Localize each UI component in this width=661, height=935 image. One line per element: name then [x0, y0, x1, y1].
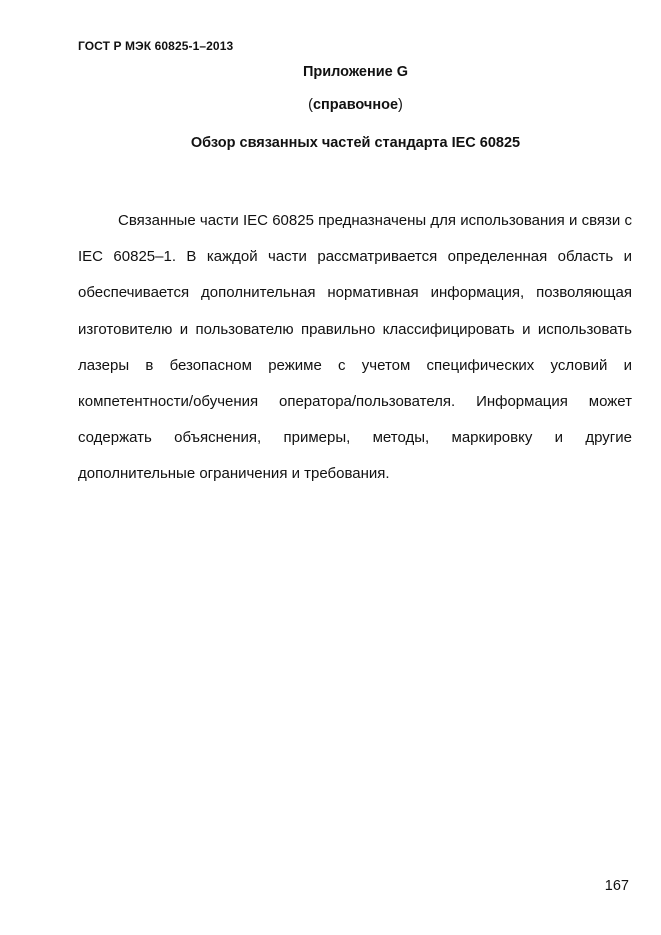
document-code-header: ГОСТ Р МЭК 60825-1–2013 [78, 39, 234, 53]
page-number: 167 [604, 878, 629, 894]
section-heading: Обзор связанных частей стандарта IEC 60825 [190, 135, 521, 151]
appendix-type-word: справочное [312, 97, 399, 113]
body-paragraph: Связанные части IEC 60825 предназначены для использования и связи с IEC 60825–1. В каждой части рассматривается определенная область и обеспечивается дополнительная нормативная информация, позволяющая изготовителю и пользователю правильно классифицировать и использовать лазеры в безопасном режиме с учетом специфических условий и компетентности/обучения оператора/пользователя. Информация может содержать объяснения, примеры, методы, маркировку и другие дополнительные ограничения и требования. [78, 212, 632, 483]
appendix-type-open-paren: ( [308, 97, 313, 113]
appendix-title: Приложение G [302, 64, 409, 80]
appendix-type [0, 97, 661, 113]
appendix-type-close-paren: ) [398, 97, 403, 113]
